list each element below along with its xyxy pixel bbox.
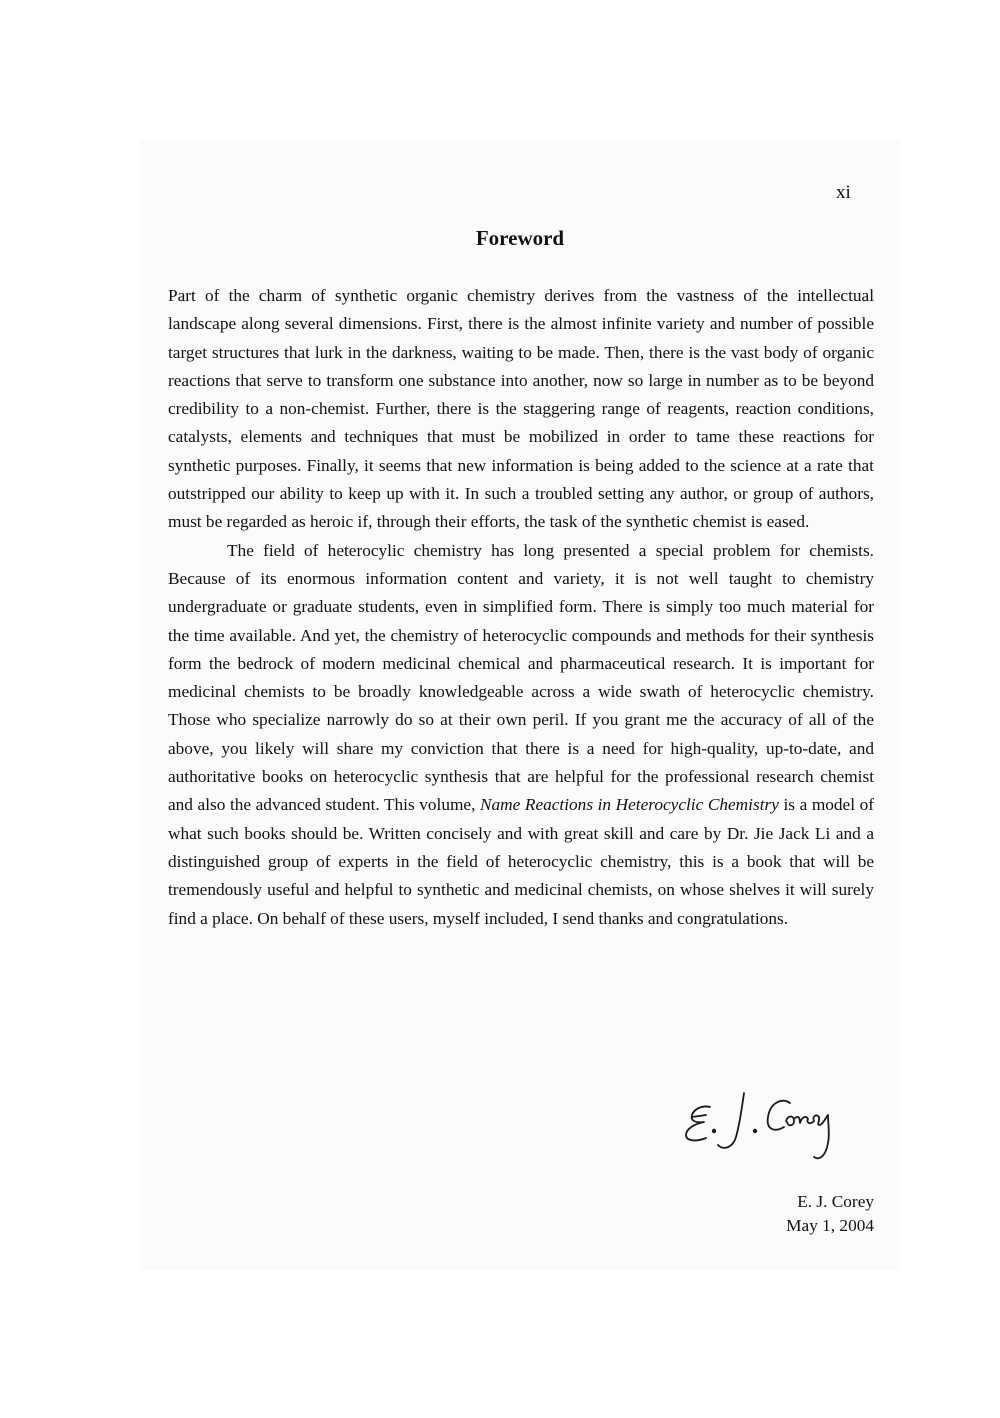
book-title: Name Reactions in Heterocyclic Chemistry bbox=[480, 795, 779, 815]
signature-date: May 1, 2004 bbox=[786, 1216, 874, 1235]
signature-block bbox=[786, 1190, 874, 1238]
page-title: Foreword bbox=[475, 226, 565, 250]
paragraph-2 bbox=[168, 537, 874, 933]
paragraph-2-text-after: is a model of what such books should be. Written concisely and with great skill and care by Dr. Jie Jack Li and a distinguished group of experts in the field of heterocyclic chemistry, this is a book that will be tremendously useful and helpful to synthetic and medicinal chemists, on whose shelves it will surely find a place. On behalf of these users, myself included, I send thanks and congratulations. bbox=[168, 795, 874, 928]
author-name: E. J. Corey bbox=[797, 1192, 874, 1211]
page-number: xi bbox=[836, 182, 851, 203]
paragraph-1: Part of the charm of synthetic organic chemistry derives from the vastness of the intellectual landscape along several dimensions. First, there is the almost infinite variety and number of possible target structures that lurk in the darkness, waiting to be made. Then, there is the vast body of organic reactions that serve to transform one substance into another, now so large in number as to be beyond credibility to a non-chemist. Further, there is the staggering range of reagents, reaction conditions, catalysts, elements and techniques that must be mobilized in order to tame these reactions for synthetic purposes. Finally, it seems that new information is being added to the science at a rate that outstripped our ability to keep up with it. In such a troubled setting any author, or group of authors, must be regarded as heroic if, through their efforts, the task of the synthetic chemist is eased. bbox=[168, 286, 874, 532]
paragraph-2-text-before: The field of heterocylic chemistry has long presented a special problem for chemists. Because of its enormous information content and variety, it is not well taught to chemistry undergraduate or graduate students, even in simplified form. There is simply too much material for the time available. And yet, the chemistry of heterocyclic compounds and methods for their synthesis form the bedrock of modern medicinal chemical and pharmaceutical research. It is important for medicinal chemists to be broadly knowledgeable across a wide swath of heterocyclic chemistry. Those who specialize narrowly do so at their own peril. If you grant me the accuracy of all of the above, you likely will share my conviction that there is a need for high-quality, up-to-date, and authoritative books on heterocyclic synthesis that are helpful for the professional research chemist and also the advanced student. This volume, bbox=[168, 540, 874, 815]
foreword-body bbox=[168, 282, 874, 933]
handwritten-signature bbox=[670, 1085, 880, 1175]
